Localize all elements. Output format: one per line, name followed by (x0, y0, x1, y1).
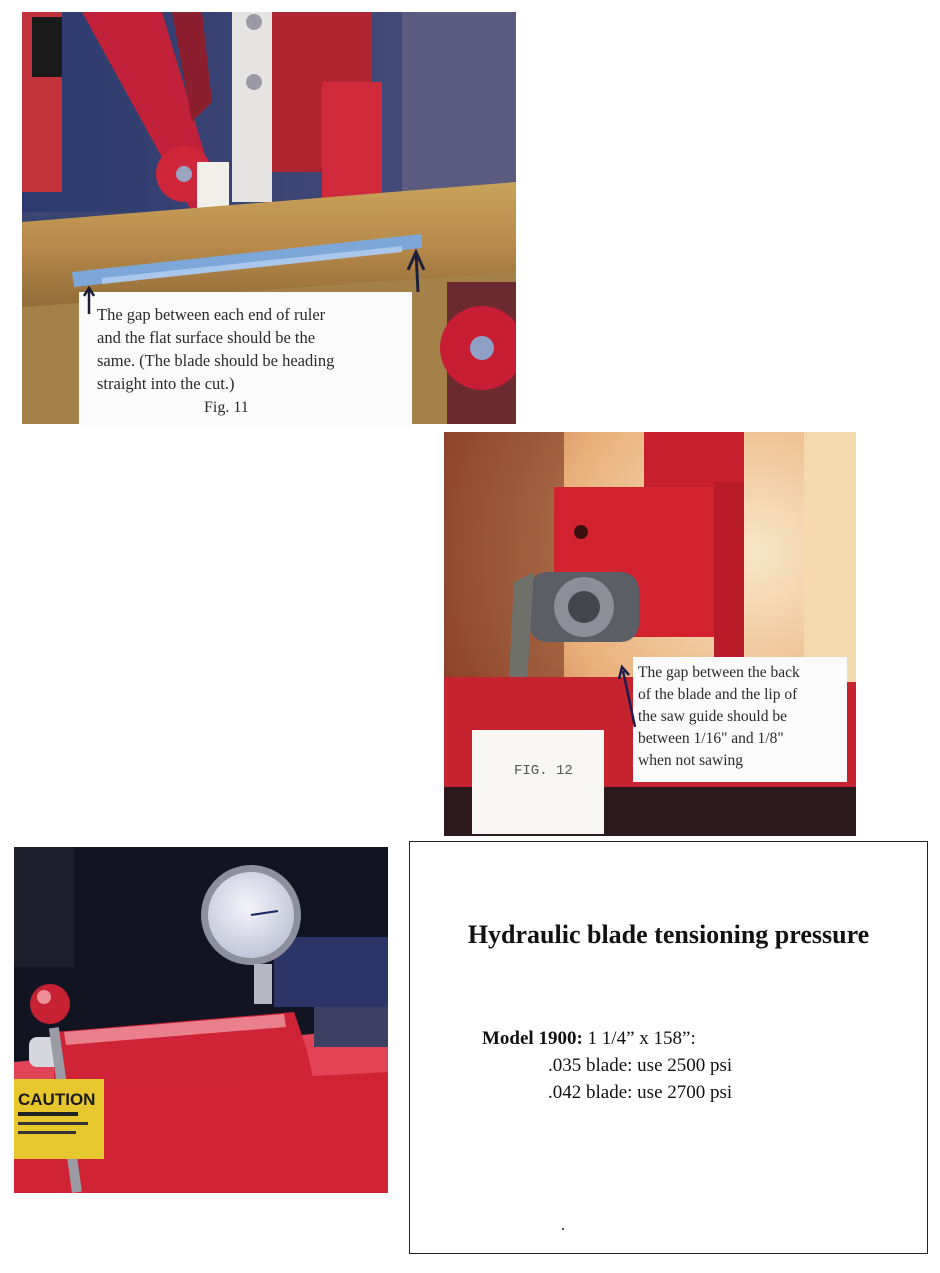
fig11-caption-line: The gap between each end of ruler (97, 305, 326, 324)
fig12-label-box (472, 730, 604, 834)
fig12-caption-line: The gap between the back (638, 664, 800, 681)
fig11-caption (79, 292, 412, 427)
fig11-label: Fig. 11 (204, 399, 249, 416)
fig12-caption-line: when not sawing (638, 752, 744, 769)
gauge-photo-art (14, 847, 388, 1193)
spec-model-row (482, 1028, 696, 1050)
fig12-caption (633, 657, 847, 782)
tension-spec-box (409, 841, 928, 1254)
fig11-caption-line: and the flat surface should be the (97, 328, 316, 347)
caution-sticker-text: CAUTION (18, 1090, 96, 1109)
arrow-up-icon (83, 286, 95, 316)
fig12-label: FIG. 12 (514, 763, 573, 779)
fig12-caption-line: between 1/16" and 1/8" (638, 730, 784, 747)
fig12-caption-line: of the blade and the lip of (638, 686, 798, 703)
fig11-caption-line: straight into the cut.) (97, 374, 235, 393)
spec-model-label: Model 1900: (482, 1028, 583, 1049)
gauge-photo (14, 847, 388, 1193)
stray-dot (562, 1228, 564, 1230)
spec-blade-line: .042 blade: use 2700 psi (548, 1082, 733, 1103)
spec-model-size: 1 1/4” x 158”: (587, 1028, 696, 1049)
spec-blade-line: .035 blade: use 2500 psi (548, 1055, 733, 1076)
fig11-caption-line: same. (The blade should be heading (97, 351, 335, 370)
fig12-caption-line: the saw guide should be (638, 708, 787, 725)
spec-title: Hydraulic blade tensioning pressure (467, 920, 870, 949)
